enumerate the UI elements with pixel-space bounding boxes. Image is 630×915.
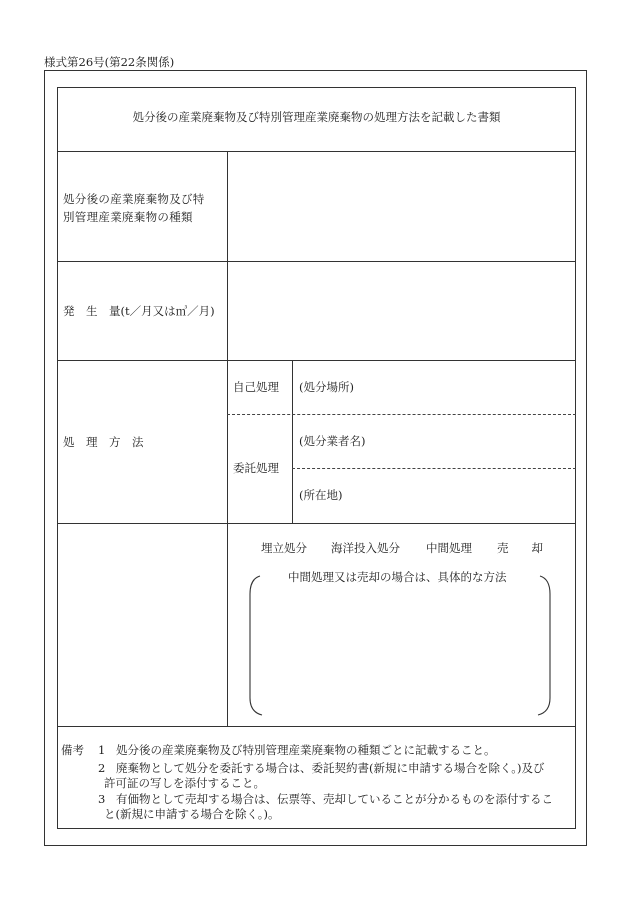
amount-label: 発 生 量(t／月又は㎥／月) <box>63 304 215 318</box>
row-divider <box>57 523 576 524</box>
note-1-number: 1 <box>98 743 106 757</box>
specific-method-input[interactable] <box>258 592 548 710</box>
method-dashed-line <box>227 414 576 415</box>
row-divider <box>57 360 576 361</box>
form-number: 様式第26号(第22条関係) <box>44 55 175 69</box>
note-2-text-line1: 廃棄物として処分を委託する場合は、委託契約書(新規に申請する場合を除く。)及び <box>116 761 545 775</box>
note-1-text: 処分後の産業廃棄物及び特別管理産業廃棄物の種類ごとに記載すること。 <box>116 743 496 757</box>
type-input-cell[interactable] <box>228 152 575 260</box>
option-intermediate[interactable]: 中間処理 <box>426 541 472 555</box>
self-disposal-label: 自己処理 <box>233 380 279 394</box>
row-divider <box>57 726 576 727</box>
option-sale[interactable]: 売 却 <box>497 541 543 555</box>
self-disposal-place-field[interactable]: (処分場所) <box>299 380 354 394</box>
type-label-line2: 別管理産業廃棄物の種類 <box>63 210 193 224</box>
note-2-number: 2 <box>98 761 106 775</box>
note-3-number: 3 <box>98 792 106 806</box>
method-label: 処 理 方 法 <box>63 435 144 449</box>
option-landfill[interactable]: 埋立処分 <box>261 541 307 555</box>
method-subdivider <box>292 360 293 523</box>
note-3-text-line1: 有価物として売却する場合は、伝票等、売却していることが分かるものを添付するこ <box>116 792 553 806</box>
contractor-address-field[interactable]: (所在地) <box>299 488 343 502</box>
method-dashed-line <box>292 468 576 469</box>
note-2-text-line2: 許可証の写しを添付すること。 <box>104 776 265 790</box>
option-ocean-disposal[interactable]: 海洋投入処分 <box>331 541 400 555</box>
consigned-disposal-label: 委託処理 <box>233 461 279 475</box>
type-label-line1: 処分後の産業廃棄物及び特 <box>63 192 205 206</box>
document-title: 処分後の産業廃棄物及び特別管理産業廃棄物の処理方法を記載した書類 <box>132 110 501 124</box>
contractor-name-field[interactable]: (処分業者名) <box>299 434 366 448</box>
notes-heading: 備考 <box>61 743 84 757</box>
amount-input-cell[interactable] <box>228 262 575 359</box>
specific-method-caption: 中間処理又は売却の場合は、具体的な方法 <box>288 570 507 584</box>
note-3-text-line2: と(新規に申請する場合を除く。)。 <box>104 807 280 821</box>
